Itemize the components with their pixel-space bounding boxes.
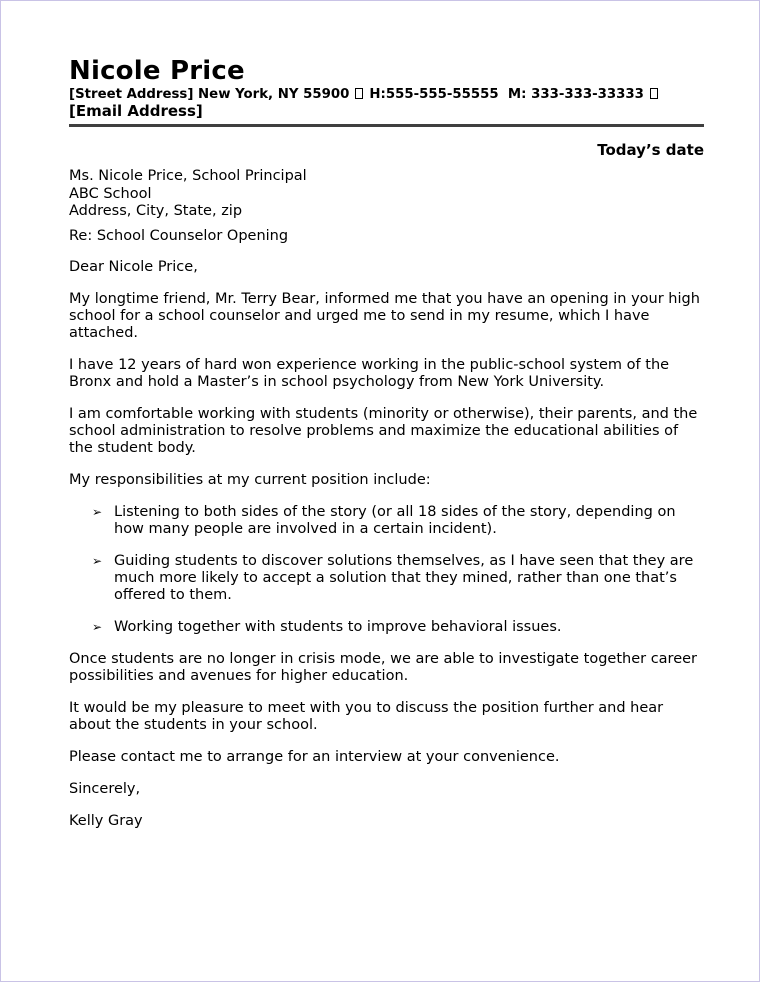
- body-paragraph: I am comfortable working with students (minority or otherwise), their parents, and the school administration to resolve problems and maximize the educational abilities of the student body.: [69, 405, 698, 456]
- recipient-organization: ABC School: [69, 185, 152, 202]
- responsibilities-list: [69, 504, 704, 636]
- separator-glyph-icon: [355, 88, 363, 99]
- subject-line: Re: School Counselor Opening: [69, 227, 289, 244]
- list-item: [69, 504, 704, 538]
- list-item: [69, 619, 704, 636]
- arrowhead-bullet-icon: ➢: [92, 619, 103, 634]
- body-paragraph: My longtime friend, Mr. Terry Bear, informed me that you have an opening in your high school for a school counselor and urged me to send in my resume, which I have attached.: [69, 290, 700, 341]
- salutation: Dear Nicole Price,: [69, 258, 198, 275]
- list-item-text: Guiding students to discover solutions themselves, as I have seen that they are much more likely to accept a solution that they mined, rather than one that’s offered to them.: [114, 552, 694, 603]
- body-paragraph: My responsibilities at my current position include:: [69, 471, 431, 488]
- contact-line: [69, 86, 704, 123]
- body-paragraph: It would be my pleasure to meet with you to discuss the position further and hear about the students in your school.: [69, 699, 664, 733]
- city-state-zip: New York, NY 55900: [198, 87, 350, 102]
- body-paragraph: Please contact me to arrange for an interview at your convenience.: [69, 748, 560, 765]
- signature-name: Kelly Gray: [69, 812, 143, 829]
- header-rule: [69, 124, 704, 127]
- recipient-name-title: Ms. Nicole Price, School Principal: [69, 168, 307, 184]
- letter-content: [69, 56, 704, 830]
- recipient-address: Address, City, State, zip: [69, 203, 243, 219]
- list-item: [69, 553, 704, 604]
- arrowhead-bullet-icon: ➢: [92, 553, 103, 568]
- closing: Sincerely,: [69, 780, 141, 797]
- list-item-text: Listening to both sides of the story (or all 18 sides of the story, depending on how many people are involved in a certain incident).: [114, 503, 676, 537]
- body-paragraph: Once students are no longer in crisis mode, we are able to investigate together career possibilities and avenues for higher education.: [69, 650, 697, 684]
- body-paragraph: I have 12 years of hard won experience working in the public-school system of the Bronx and hold a Master’s in school psychology from New York University.: [69, 356, 670, 390]
- recipient-block: [69, 168, 704, 221]
- separator-glyph-icon: [650, 88, 658, 99]
- sender-name: Nicole Price: [69, 56, 245, 86]
- list-item-text: Working together with students to improve behavioral issues.: [114, 618, 562, 635]
- mobile-phone: M: 333-333-33333: [507, 87, 644, 102]
- home-phone: H:555-555-55555: [369, 87, 499, 102]
- letter-date: Today’s date: [597, 141, 704, 159]
- arrowhead-bullet-icon: ➢: [92, 504, 103, 519]
- street-address: [Street Address]: [69, 87, 194, 102]
- email-address: [Email Address]: [69, 102, 203, 120]
